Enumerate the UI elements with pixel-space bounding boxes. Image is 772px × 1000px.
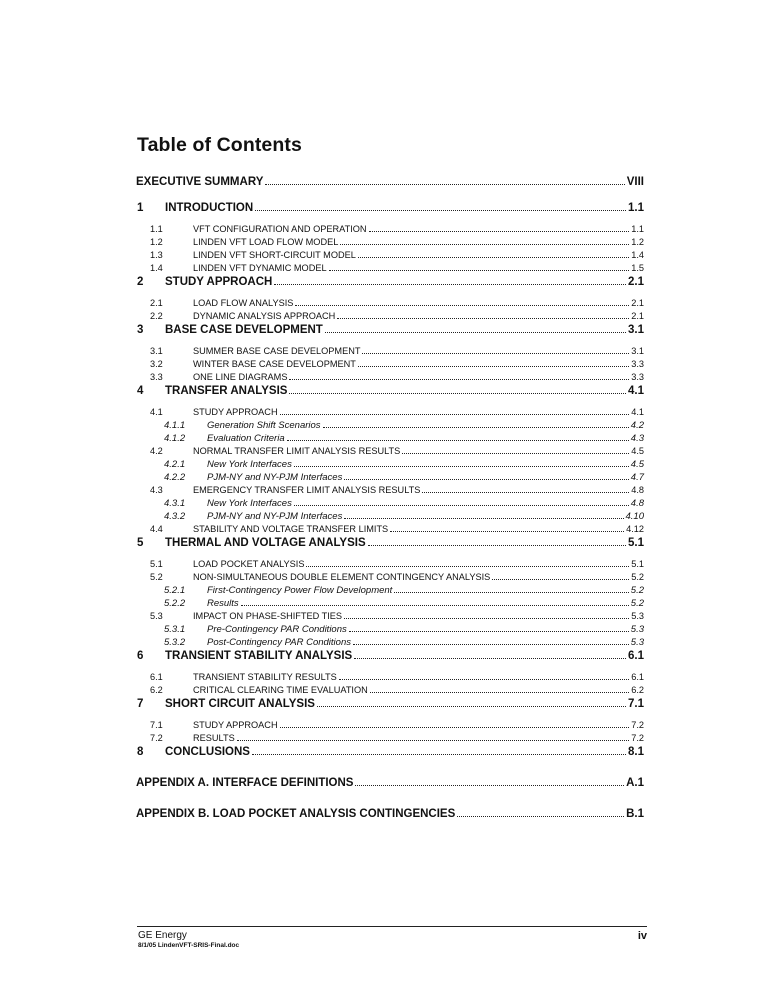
toc-dot-leader	[280, 727, 630, 728]
toc-entry-title: SUMMER BASE CASE DEVELOPMENT	[193, 346, 361, 356]
toc-dot-leader	[339, 679, 629, 680]
toc-entry-top[interactable]	[136, 777, 644, 794]
toc-entry-number: 5.2.1	[164, 585, 186, 596]
toc-entry-sec[interactable]	[136, 446, 644, 459]
toc-entry-page: 7.2	[631, 720, 644, 730]
toc-dot-leader	[402, 453, 629, 454]
toc-entry-number: 5.1	[150, 559, 163, 569]
toc-dot-leader	[354, 658, 626, 659]
toc-dot-leader	[265, 184, 624, 185]
toc-dot-leader	[337, 318, 629, 319]
toc-entry-number: 4.3	[150, 485, 163, 495]
toc-entry-number: 2.1	[150, 298, 163, 308]
toc-dot-leader	[287, 440, 629, 441]
footer-divider	[137, 926, 647, 927]
toc-entry-title: APPENDIX A. INTERFACE DEFINITIONS	[136, 777, 354, 789]
toc-entry-sec[interactable]	[136, 559, 644, 572]
toc-entry-page: B.1	[626, 808, 644, 820]
toc-entry-title: APPENDIX B. LOAD POCKET ANALYSIS CONTINGENCIES	[136, 808, 456, 820]
toc-entry-sec[interactable]	[136, 524, 644, 537]
toc-entry-number: 5.3.2	[164, 637, 186, 648]
toc-entry-chap[interactable]	[136, 650, 644, 667]
footer-company: GE Energy	[138, 930, 187, 941]
toc-entry-number: 4.2	[150, 446, 163, 456]
toc-entry-number: 5.3.1	[164, 624, 186, 635]
toc-entry-sec[interactable]	[136, 298, 644, 311]
toc-entry-title: STABILITY AND VOLTAGE TRANSFER LIMITS	[193, 524, 389, 534]
toc-entry-chap[interactable]	[136, 324, 644, 341]
toc-entry-number: 3.3	[150, 372, 163, 382]
toc-entry-page: 5.3	[631, 611, 644, 621]
page-title: Table of Contents	[137, 134, 302, 156]
toc-entry-sub[interactable]	[136, 472, 644, 485]
toc-entry-page: 4.3	[630, 433, 644, 444]
toc-entry-page: 5.3	[630, 637, 644, 648]
toc-dot-leader	[274, 284, 626, 285]
toc-dot-leader	[492, 579, 629, 580]
toc-entry-number: 1.1	[150, 224, 163, 234]
toc-dot-leader	[344, 618, 629, 619]
toc-dot-leader	[306, 566, 629, 567]
toc-entry-sub[interactable]	[136, 585, 644, 598]
toc-entry-title: LOAD POCKET ANALYSIS	[193, 559, 305, 569]
toc-entry-sec[interactable]	[136, 359, 644, 372]
toc-entry-sec[interactable]	[136, 263, 644, 276]
toc-entry-number: 1	[137, 202, 144, 214]
toc-dot-leader	[294, 505, 629, 506]
toc-entry-number: 5.2.2	[164, 598, 186, 609]
toc-entry-top[interactable]	[136, 176, 644, 193]
toc-entry-title: CONCLUSIONS	[165, 746, 250, 758]
toc-entry-sec[interactable]	[136, 685, 644, 698]
toc-entry-sec[interactable]	[136, 237, 644, 250]
toc-dot-leader	[457, 816, 624, 817]
toc-spacer	[136, 193, 644, 202]
toc-entry-title: THERMAL AND VOLTAGE ANALYSIS	[165, 537, 366, 549]
toc-entry-page: 5.2	[630, 585, 644, 596]
toc-entry-title: STUDY APPROACH	[193, 407, 278, 417]
toc-entry-sec[interactable]	[136, 611, 644, 624]
toc-entry-title: LINDEN VFT LOAD FLOW MODEL	[193, 237, 339, 247]
toc-entry-title: RESULTS	[193, 733, 235, 743]
toc-entry-sec[interactable]	[136, 407, 644, 420]
toc-dot-leader	[289, 379, 629, 380]
toc-entry-title: TRANSFER ANALYSIS	[165, 385, 288, 397]
toc-entry-page: 7.1	[628, 698, 644, 710]
toc-dot-leader	[422, 492, 629, 493]
toc-dot-leader	[368, 545, 626, 546]
toc-dot-leader	[252, 754, 626, 755]
toc-entry-number: 4.3.1	[164, 498, 186, 509]
toc-entry-number: 4.2.1	[164, 459, 186, 470]
toc-dot-leader	[353, 644, 629, 645]
toc-entry-page: A.1	[626, 777, 644, 789]
toc-entry-number: 1.3	[150, 250, 163, 260]
toc-entry-sec[interactable]	[136, 720, 644, 733]
toc-entry-page: 5.1	[631, 559, 644, 569]
toc-dot-leader	[358, 366, 629, 367]
toc-entry-title: Generation Shift Scenarios	[207, 420, 321, 431]
toc-entry-title: Evaluation Criteria	[207, 433, 285, 444]
toc-entry-title: WINTER BASE CASE DEVELOPMENT	[193, 359, 356, 369]
toc-entry-page: 3.1	[631, 346, 644, 356]
toc-entry-number: 4.4	[150, 524, 163, 534]
toc-entry-sub[interactable]	[136, 498, 644, 511]
toc-entry-number: 7.1	[150, 720, 163, 730]
toc-entry-page: 4.7	[630, 472, 644, 483]
toc-entry-page: 6.1	[628, 650, 644, 662]
toc-entry-page: 4.8	[630, 498, 644, 509]
toc-entry-page: 7.2	[631, 733, 644, 743]
toc-entry-number: 5.2	[150, 572, 163, 582]
toc-entry-number: 2	[137, 276, 144, 288]
toc-entry-number: 5.3	[150, 611, 163, 621]
toc-entry-sub[interactable]	[136, 433, 644, 446]
toc-entry-sub[interactable]	[136, 420, 644, 433]
toc-entry-page: 1.4	[631, 250, 644, 260]
toc-entry-sec[interactable]	[136, 672, 644, 685]
toc-dot-leader	[237, 740, 630, 741]
toc-entry-title: LINDEN VFT SHORT-CIRCUIT MODEL	[193, 250, 356, 260]
toc-entry-title: PJM-NY and NY-PJM Interfaces	[207, 472, 343, 483]
toc-entry-page: VIII	[626, 176, 644, 188]
toc-entry-page: 3.3	[631, 359, 644, 369]
toc-entry-sub[interactable]	[136, 459, 644, 472]
toc-dot-leader	[390, 531, 624, 532]
toc-entry-title: ONE LINE DIAGRAMS	[193, 372, 288, 382]
toc-dot-leader	[280, 414, 630, 415]
toc-entry-page: 1.2	[631, 237, 644, 247]
toc-entry-sub[interactable]	[136, 637, 644, 650]
toc-entry-chap[interactable]	[136, 698, 644, 715]
footer-page-number: iv	[637, 930, 647, 942]
toc-entry-page: 6.1	[631, 672, 644, 682]
toc-entry-page: 5.2	[630, 598, 644, 609]
toc-entry-page: 8.1	[628, 746, 644, 758]
toc-entry-number: 1.4	[150, 263, 163, 273]
toc-entry-chap[interactable]	[136, 746, 644, 763]
toc-entry-title: SHORT CIRCUIT ANALYSIS	[165, 698, 315, 710]
toc-spacer	[136, 763, 644, 777]
toc-entry-title: IMPACT ON PHASE-SHIFTED TIES	[193, 611, 343, 621]
toc-entry-page: 4.10	[625, 511, 644, 522]
toc-entry-page: 1.1	[631, 224, 644, 234]
toc-dot-leader	[295, 305, 629, 306]
toc-entry-number: 2.2	[150, 311, 163, 321]
toc-entry-title: EXECUTIVE SUMMARY	[136, 176, 264, 188]
toc-dot-leader	[344, 479, 628, 480]
toc-entry-number: 4.1	[150, 407, 163, 417]
toc-entry-chap[interactable]	[136, 537, 644, 554]
toc-entry-page: 4.5	[631, 446, 644, 456]
toc-entry-title: STUDY APPROACH	[193, 720, 278, 730]
toc-entry-title: STUDY APPROACH	[165, 276, 273, 288]
toc-entry-title: Results	[207, 598, 239, 609]
toc-entry-number: 5	[137, 537, 144, 549]
toc-entry-title: NON-SIMULTANEOUS DOUBLE ELEMENT CONTINGENCY ANALYSIS	[193, 572, 491, 582]
toc-dot-leader	[329, 270, 630, 271]
toc-entry-title: BASE CASE DEVELOPMENT	[165, 324, 323, 336]
toc-dot-leader	[369, 231, 630, 232]
toc-entry-title: TRANSIENT STABILITY RESULTS	[193, 672, 337, 682]
toc-entry-number: 6	[137, 650, 144, 662]
toc-entry-title: Post-Contingency PAR Conditions	[207, 637, 351, 648]
toc-entry-number: 6.1	[150, 672, 163, 682]
toc-dot-leader	[362, 353, 629, 354]
toc-entry-sec[interactable]	[136, 250, 644, 263]
toc-entry-page: 4.1	[628, 385, 644, 397]
toc-entry-top[interactable]	[136, 808, 644, 825]
toc-entry-sub[interactable]	[136, 598, 644, 611]
toc-dot-leader	[340, 244, 629, 245]
toc-entry-chap[interactable]	[136, 202, 644, 219]
toc-entry-page: 3.1	[628, 324, 644, 336]
table-of-contents	[136, 176, 644, 825]
toc-entry-number: 7.2	[150, 733, 163, 743]
toc-entry-page: 2.1	[631, 311, 644, 321]
toc-entry-title: New York Interfaces	[207, 498, 292, 509]
toc-entry-sec[interactable]	[136, 346, 644, 359]
toc-entry-title: VFT CONFIGURATION AND OPERATION	[193, 224, 367, 234]
toc-spacer	[136, 794, 644, 808]
toc-entry-page: 4.12	[626, 524, 644, 534]
toc-entry-page: 1.5	[631, 263, 644, 273]
toc-dot-leader	[325, 332, 626, 333]
toc-entry-number: 8	[137, 746, 144, 758]
toc-entry-number: 7	[137, 698, 144, 710]
toc-entry-sub[interactable]	[136, 624, 644, 637]
toc-entry-page: 4.2	[630, 420, 644, 431]
toc-entry-title: CRITICAL CLEARING TIME EVALUATION	[193, 685, 368, 695]
toc-entry-title: New York Interfaces	[207, 459, 292, 470]
toc-entry-title: LINDEN VFT DYNAMIC MODEL	[193, 263, 327, 273]
toc-entry-page: 2.1	[628, 276, 644, 288]
toc-entry-sec[interactable]	[136, 572, 644, 585]
toc-dot-leader	[255, 210, 626, 211]
toc-dot-leader	[323, 427, 629, 428]
toc-entry-number: 3.1	[150, 346, 163, 356]
toc-entry-title: TRANSIENT STABILITY ANALYSIS	[165, 650, 353, 662]
toc-entry-sec[interactable]	[136, 311, 644, 324]
toc-entry-title: First-Contingency Power Flow Development	[207, 585, 393, 596]
toc-entry-number: 3.2	[150, 359, 163, 369]
toc-dot-leader	[355, 785, 624, 786]
toc-dot-leader	[294, 466, 629, 467]
toc-dot-leader	[344, 518, 623, 519]
toc-entry-chap[interactable]	[136, 276, 644, 293]
toc-entry-title: PJM-NY and NY-PJM Interfaces	[207, 511, 343, 522]
toc-entry-page: 5.3	[630, 624, 644, 635]
toc-entry-sub[interactable]	[136, 511, 644, 524]
toc-entry-title: NORMAL TRANSFER LIMIT ANALYSIS RESULTS	[193, 446, 401, 456]
toc-entry-page: 4.5	[630, 459, 644, 470]
toc-entry-sec[interactable]	[136, 485, 644, 498]
toc-entry-number: 4.1.2	[164, 433, 186, 444]
toc-entry-number: 3	[137, 324, 144, 336]
toc-dot-leader	[358, 257, 629, 258]
toc-entry-page: 4.8	[631, 485, 644, 495]
toc-entry-page: 5.1	[628, 537, 644, 549]
toc-entry-chap[interactable]	[136, 385, 644, 402]
toc-entry-title: DYNAMIC ANALYSIS APPROACH	[193, 311, 336, 321]
toc-entry-number: 4	[137, 385, 144, 397]
toc-entry-page: 2.1	[631, 298, 644, 308]
toc-entry-page: 4.1	[631, 407, 644, 417]
toc-entry-page: 5.2	[631, 572, 644, 582]
toc-dot-leader	[349, 631, 629, 632]
toc-entry-sec[interactable]	[136, 224, 644, 237]
toc-entry-number: 6.2	[150, 685, 163, 695]
toc-entry-title: EMERGENCY TRANSFER LIMIT ANALYSIS RESULTS	[193, 485, 421, 495]
toc-dot-leader	[394, 592, 628, 593]
toc-entry-title: Pre-Contingency PAR Conditions	[207, 624, 347, 635]
toc-entry-number: 4.1.1	[164, 420, 186, 431]
toc-dot-leader	[241, 605, 629, 606]
toc-entry-number: 4.2.2	[164, 472, 186, 483]
toc-entry-sec[interactable]	[136, 372, 644, 385]
toc-entry-page: 6.2	[631, 685, 644, 695]
toc-entry-number: 1.2	[150, 237, 163, 247]
toc-entry-number: 4.3.2	[164, 511, 186, 522]
toc-entry-sec[interactable]	[136, 733, 644, 746]
toc-dot-leader	[370, 692, 629, 693]
footer-filename: 8/1/05 LindenVFT-SRIS-Final.doc	[138, 942, 240, 949]
toc-entry-title: INTRODUCTION	[165, 202, 254, 214]
toc-dot-leader	[289, 393, 626, 394]
toc-entry-title: LOAD FLOW ANALYSIS	[193, 298, 294, 308]
toc-entry-page: 1.1	[628, 202, 644, 214]
toc-entry-page: 3.3	[631, 372, 644, 382]
toc-dot-leader	[317, 706, 626, 707]
